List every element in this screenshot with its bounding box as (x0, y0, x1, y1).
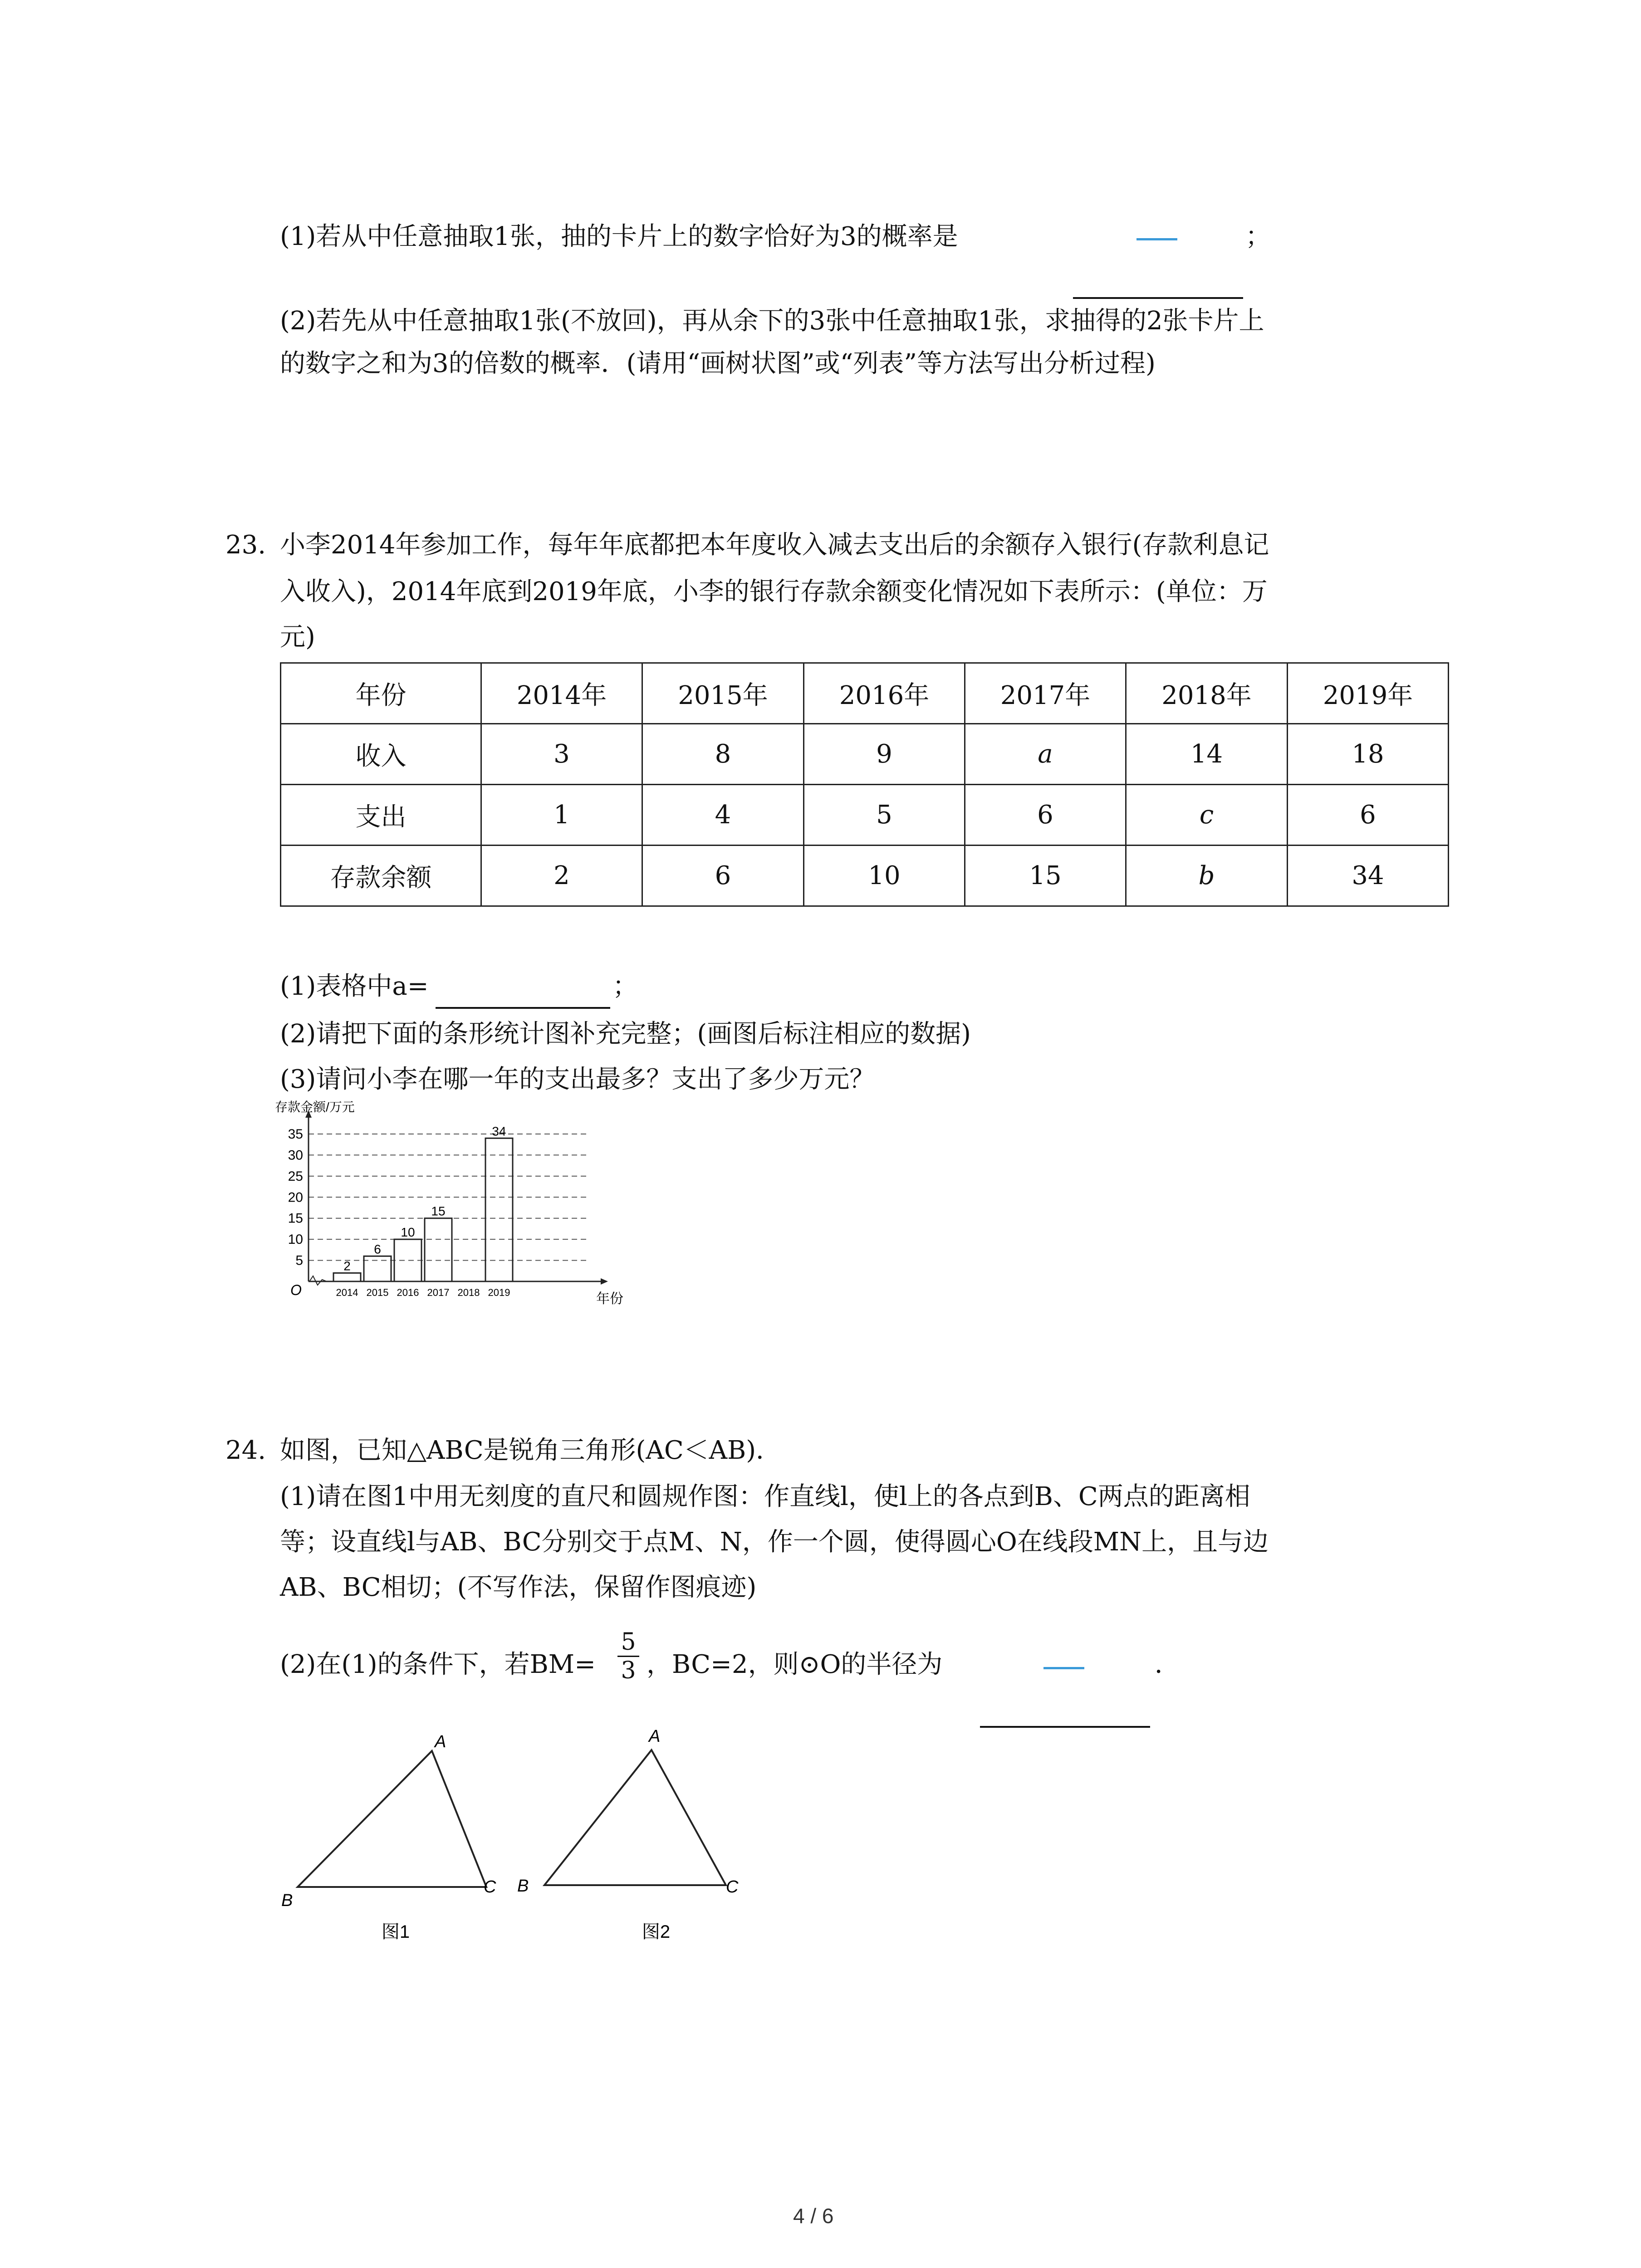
figure-caption: 图2 (642, 1922, 671, 1942)
triangle-abc (544, 1750, 726, 1885)
table-cell: 8 (642, 724, 804, 785)
table-cell: 18 (1288, 724, 1449, 785)
table-cell: b (1126, 846, 1288, 906)
savings-bar-chart (272, 1098, 635, 1306)
y-tick-label: 10 (288, 1232, 303, 1247)
bar-data-label: 15 (431, 1204, 446, 1218)
q24-intro: 如图，已知△ABC是锐角三角形(AC＜AB)． (280, 1436, 782, 1465)
table-cell: 34 (1288, 846, 1449, 906)
x-tick-label: 2016 (397, 1287, 419, 1298)
fraction-numerator: 5 (621, 1628, 636, 1656)
table-row (281, 724, 1449, 785)
q23-part1-end: ； (612, 972, 638, 1001)
vertex-label-c: C (484, 1877, 496, 1897)
table-cell: 6 (1288, 785, 1449, 846)
table-row (281, 846, 1449, 906)
table-cell: 2019年 (1288, 663, 1449, 724)
table-cell: c (1126, 785, 1288, 846)
table-cell: 2017年 (965, 663, 1126, 724)
q22-part2-line1: (2)若先从中任意抽取1张(不放回)，再从余下的3张中任意抽取1张，求抽得的2张卡片上 (280, 306, 1264, 336)
q23-part3: (3)请问小李在哪一年的支出最多？支出了多少万元？ (280, 1065, 875, 1094)
table-cell: 14 (1126, 724, 1288, 785)
vertex-label-a: A (435, 1732, 446, 1751)
q23-part2: (2)请把下面的条形统计图补充完整；(画图后标注相应的数据) (280, 1019, 971, 1049)
q22-part1-end: ； (1245, 222, 1271, 251)
q24-part1-line1: (1)请在图1中用无刻度的直尺和圆规作图：作直线l，使l上的各点到B、C两点的距离相 (280, 1482, 1250, 1511)
vertex-label-a: A (649, 1727, 661, 1746)
vertex-label-b: B (517, 1877, 529, 1896)
table-row (281, 785, 1449, 846)
y-tick-label: 15 (288, 1211, 303, 1226)
axis-break (309, 1276, 327, 1285)
bar-data-label: 34 (492, 1124, 506, 1139)
vertex-label-c: C (726, 1877, 739, 1897)
figure-1-triangle (268, 1724, 522, 1960)
q24-part2-pre: (2)在(1)的条件下，若BM= (280, 1650, 596, 1679)
vertex-label-b: B (281, 1891, 293, 1910)
table-cell: 2 (481, 846, 642, 906)
q22-answer-placeholder (1136, 238, 1177, 240)
q24-fraction (615, 1628, 642, 1684)
bar (333, 1273, 361, 1281)
table-cell: 支出 (281, 785, 481, 846)
page-number: 4 / 6 (793, 2204, 834, 2228)
bar-data-label: 6 (374, 1242, 381, 1256)
q23-line1: 小李2014年参加工作，每年年底都把本年度收入减去支出后的余额存入银行(存款利息记 (280, 530, 1269, 560)
table-cell: 5 (804, 785, 965, 846)
table-cell: 收入 (281, 724, 481, 785)
q23-data-table (280, 662, 1449, 907)
table-cell: 4 (642, 785, 804, 846)
q24-number: 24. (225, 1436, 266, 1465)
table-cell: 存款余额 (281, 846, 481, 906)
triangle-abc (298, 1751, 486, 1887)
q24-answer-blank[interactable] (980, 1726, 1150, 1728)
table-cell: 3 (481, 724, 642, 785)
table-cell: 9 (804, 724, 965, 785)
table-header-row (281, 663, 1449, 724)
table-cell: 2014年 (481, 663, 642, 724)
q23-line3: 元) (280, 622, 315, 652)
table-cell: 2018年 (1126, 663, 1288, 724)
table-cell: 2016年 (804, 663, 965, 724)
fraction-denominator: 3 (621, 1657, 636, 1684)
x-axis-arrow (601, 1278, 608, 1285)
table-cell: 6 (642, 846, 804, 906)
q22-part1: (1)若从中任意抽取1张，抽的卡片上的数字恰好为3的概率是 (280, 222, 958, 251)
figure-2-triangle (513, 1724, 767, 1960)
table-cell: a (965, 724, 1126, 785)
q24-answer-placeholder (1043, 1667, 1084, 1669)
table-cell: 6 (965, 785, 1126, 846)
y-axis-label: 存款金额/万元 (275, 1100, 355, 1114)
q24-part2-end: ． (1155, 1650, 1180, 1679)
q23-number: 23. (225, 530, 266, 560)
x-tick-label: 2014 (336, 1287, 358, 1298)
bar-data-label: 10 (401, 1225, 415, 1240)
x-tick-label: 2019 (488, 1287, 510, 1298)
y-tick-label: 20 (288, 1190, 303, 1205)
origin-label: O (290, 1282, 302, 1298)
q22-part2-line2: 的数字之和为3的倍数的概率．(请用“画树状图”或“列表”等方法写出分析过程) (280, 349, 1156, 378)
figure-caption: 图1 (381, 1922, 410, 1942)
q23-line2: 入收入)，2014年底到2019年底，小李的银行存款余额变化情况如下表所示：(单位：万 (280, 577, 1268, 606)
table-cell: 年份 (281, 663, 481, 724)
x-tick-label: 2017 (427, 1287, 450, 1298)
q23-answer-blank[interactable] (436, 1007, 610, 1009)
q24-part1-line2: 等；设直线l与AB、BC分别交于点M、N，作一个圆，使得圆心O在线段MN上，且与边 (280, 1527, 1269, 1557)
table-cell: 15 (965, 846, 1126, 906)
y-tick-label: 30 (288, 1148, 303, 1163)
q24-part1-line3: AB、BC相切；(不写作法，保留作图痕迹) (280, 1573, 757, 1602)
table-cell: 10 (804, 846, 965, 906)
x-tick-label: 2015 (366, 1287, 389, 1298)
y-tick-label: 5 (295, 1253, 303, 1268)
y-tick-label: 35 (288, 1127, 303, 1142)
table-cell: 2015年 (642, 663, 804, 724)
table-cell: 1 (481, 785, 642, 846)
q22-answer-blank[interactable] (1073, 297, 1243, 299)
bar (425, 1218, 452, 1281)
x-axis-label: 年份 (596, 1291, 623, 1306)
x-tick-label: 2018 (457, 1287, 480, 1298)
q24-part2-post: ，BC=2，则⊙O的半径为 (647, 1650, 943, 1679)
y-tick-label: 25 (288, 1168, 303, 1184)
q23-part1: (1)表格中a= (280, 972, 429, 1001)
bar-data-label: 2 (343, 1259, 351, 1273)
